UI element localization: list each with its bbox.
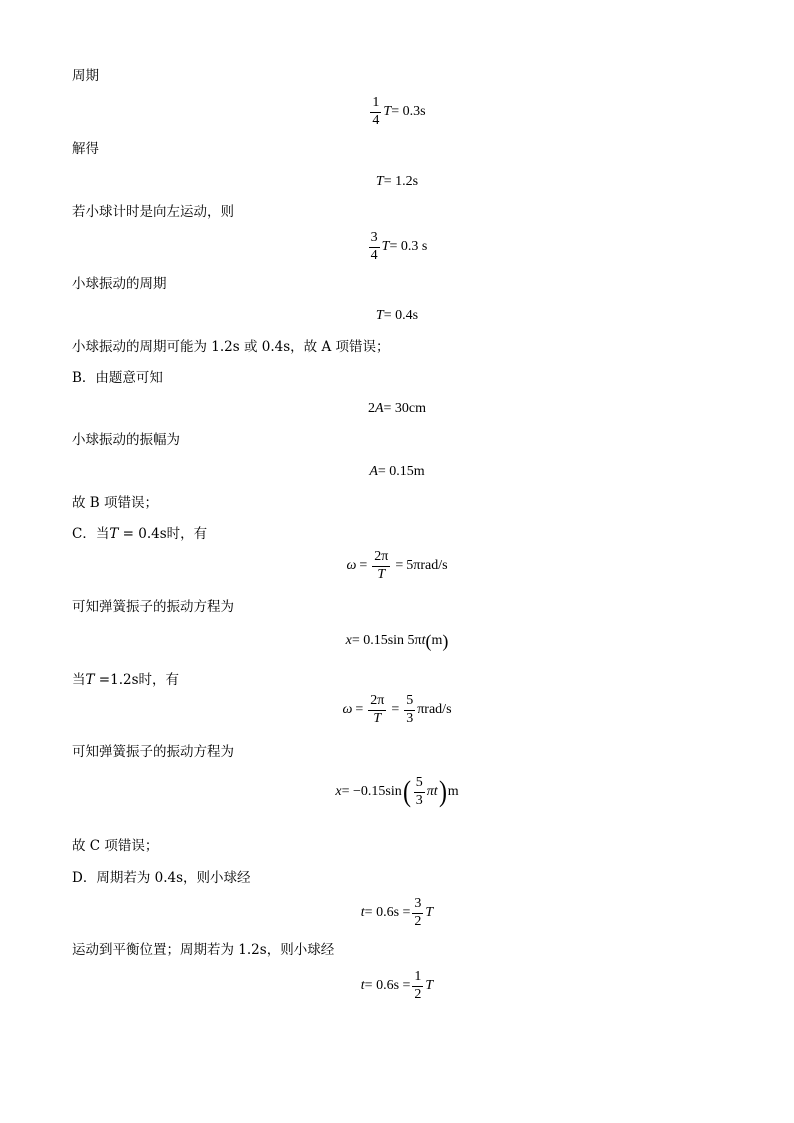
text-line-option-b: B．由题意可知	[72, 370, 163, 386]
fraction: $\frac{2\pi}{T}$	[374, 549, 389, 582]
text-line-t-1-2s: 当T =1.2s时，有	[72, 672, 180, 688]
equation-period-0-4s: T = 0.4s	[375, 308, 419, 323]
text-line-equation-intro-1: 可知弹簧振子的振动方程为	[72, 599, 234, 615]
equation-omega-5pi: ω = $\frac{2\pi}{T}$ = 5π rad/s	[346, 549, 448, 582]
text-line-left-motion: 若小球计时是向左运动，则	[72, 204, 234, 220]
fraction: $\frac{1}{2}$	[414, 969, 422, 1002]
text-line-c-wrong: 故 C 项错误；	[72, 838, 159, 854]
text-line-solve: 解得	[72, 141, 99, 157]
text-line-option-a: 小球振动的周期可能为 1.2s 或 0.4s，故 A 项错误；	[72, 339, 390, 355]
text-line-ball-period: 小球振动的周期	[72, 276, 167, 292]
text-line-amplitude: 小球振动的振幅为	[72, 432, 180, 448]
equation-t-1-2: t = 0.6s = $\frac{1}{2}$ T	[360, 969, 434, 1002]
text-line-b-wrong: 故 B 项错误；	[72, 495, 159, 511]
fraction: $\frac{2\pi}{T}$	[370, 693, 385, 726]
equation-2a: 2 A = 30cm	[367, 401, 427, 416]
text-line-equation-intro-2: 可知弹簧振子的振动方程为	[72, 744, 234, 760]
fraction: $\frac{1}{4}$	[372, 95, 380, 128]
fraction: $\frac{3}{4}$	[370, 230, 378, 263]
text-line-option-c: C．当T = 0.4s时，有	[72, 526, 208, 542]
equation-t-3-2: t = 0.6s = $\frac{3}{2}$ T	[360, 896, 434, 929]
fraction: $\frac{3}{2}$	[414, 896, 422, 929]
equation-motion-2: x = −0.15sin ( $\frac{5}{3}$ πt ) m	[335, 775, 459, 809]
fraction: $\frac{5}{3}$	[415, 775, 423, 808]
equation-quarter-period: $\frac{1}{4}$ T = 0.3s	[372, 95, 426, 128]
equation-period-1-2s: T = 1.2s	[375, 174, 419, 189]
fraction: $\frac{5}{3}$	[406, 693, 414, 726]
text-line-equilibrium: 运动到平衡位置；周期若为 1.2s，则小球经	[72, 942, 335, 958]
equation-three-quarter-period: $\frac{3}{4}$ T = 0.3 s	[370, 230, 428, 263]
text-line-option-d: D．周期若为 0.4s，则小球经	[72, 870, 251, 886]
text-line-period: 周期	[72, 68, 99, 84]
equation-amplitude: A = 0.15m	[369, 464, 425, 479]
equation-omega-5-3pi: ω = $\frac{2\pi}{T}$ = $\frac{5}{3}$ πrad/s	[342, 693, 452, 726]
equation-motion-1: x = 0.15sin 5π t ( m )	[345, 631, 449, 651]
